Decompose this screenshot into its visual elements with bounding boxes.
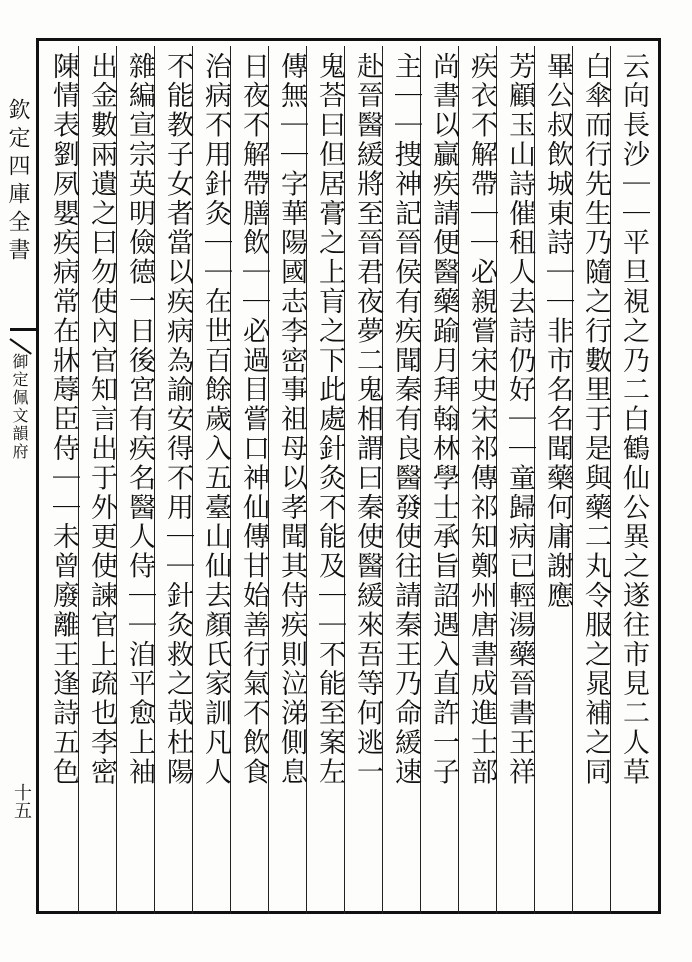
text-column-10: 傳無｜｜字華陽國志李密事祖母以孝聞其侍疾則泣涕側息 (276, 52, 307, 787)
page-number: 十五 (11, 783, 32, 819)
text-column-2: 白傘而行先生乃隨之行數里于是與藥二丸令服之晁補之同 (580, 52, 611, 787)
text-column-15: 出金數兩遺之曰勿使內官知言出于外更使諫官上疏也李密 (86, 52, 117, 787)
text-column-8: 赴晉醫緩將至晉君夜夢二鬼相謂曰秦使醫緩來吾等何逃一 (352, 52, 383, 787)
page-margin (0, 38, 36, 914)
text-column-5: 疾衣不解帶｜｜必親嘗宋史宋祁傳祁知鄭州唐書成進士部 (466, 52, 497, 787)
text-column-1: 云向長沙｜｜平旦視之乃二白鶴仙公異之遂往市見二人草 (618, 52, 649, 787)
text-column-13: 不能教子女者當以疾病為諭安得不用｜｜針灸救之哉杜陽 (162, 52, 193, 787)
text-column-4: 芳顧玉山詩催租人去詩仍好｜｜童歸病已輕湯藥晉書王祥 (504, 52, 535, 787)
text-column-14: 雜編宣宗英明儉德一日後宮有疾名醫人侍｜｜洎平愈上袖 (124, 52, 155, 787)
text-column-6: 尚書以贏疾請便醫藥踰月拜翰林學士承旨詔遇入直許一子 (428, 52, 459, 787)
fishtail-mark (10, 328, 36, 331)
text-column-9: 鬼荅曰但居膏之上肓之下此處針灸不能及｜｜不能至案左 (314, 52, 345, 787)
text-column-7: 主｜｜捜神記晉侯有疾聞秦有良醫發使往請秦王乃命緩速 (390, 52, 421, 787)
book-subtitle: 御定佩文韻府 (10, 353, 29, 461)
text-column-11: 日夜不解帶膳飲｜｜必過目嘗口神仙傳甘始善行氣不飲食 (238, 52, 269, 787)
text-column-3: 畢公叔飲城東詩｜｜非市名名聞藥何庸謝應 (542, 52, 573, 611)
book-title: 欽定四庫全書 (5, 98, 30, 266)
text-column-12: 治病不用針灸｜｜在世百餘歲入五臺山仙去顏氏家訓凡人 (200, 52, 231, 787)
text-column-16: 陳情表劉夙嬰疾病常在牀蓐臣侍｜｜未曾廢離王逢詩五色 (48, 52, 79, 787)
